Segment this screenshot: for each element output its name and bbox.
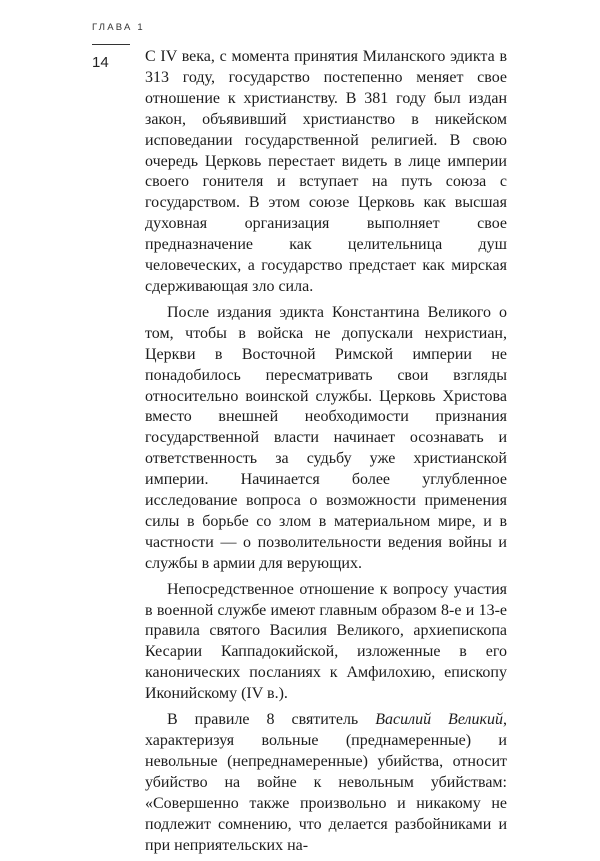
paragraph-1: С IV века, с момента принятия Миланского эдикта в 313 году, государство постепенно меняет свое отношение к христианству. В 381 году был издан закон, объявивший христианство в никейском исповедании государственной религией. В свою очередь Церковь перестает видеть в лице империи своего гонителя и вступает на путь союза с государством. В этом союзе Церковь как высшая духовная организация выполняет свое предназначение как целительница душ человеческих, а государство предстает как мирская сдерживающая зло сила.: [145, 48, 507, 295]
paragraph-4: [145, 710, 507, 856]
header-rule: [92, 44, 130, 45]
paragraph-4-italic-name: Василий Великий: [375, 711, 503, 729]
paragraph-4-lead: В правиле 8 святитель: [167, 711, 376, 729]
paragraph-3: Непосредственное отношение к вопросу участия в военной службе имеют главным образом 8-е и 13-е правила святого Василия Великого, архиепископа Кесарии Каппадокийской, изложенные в его канонических посланиях к Амфилохию, епископу Иконийскому (IV в.).: [145, 580, 507, 703]
paragraph-4-rest: , характеризуя вольные (преднамеренные) и невольные (непреднамеренные) убийства, относит убийство на войне к невольным убийствам: «Совершенно также произвольно и никакому не подлежит сомнению, что делается разбойниками и при неприятельских на-: [145, 711, 507, 854]
paragraph-2: После издания эдикта Константина Великого о том, чтобы в войска не допускали нехристиан, Церкви в Восточной Римской империи не понадобилось пересматривать свои взгляды относительно воинской службы. Церковь Христова вместо внешней необходимости признания государственной власти начинает осознавать и ответственность за судьбу уже христианской империи. Начинается более углубленное исследование вопроса о возможности применения силы в борьбе со злом в материальном мире, и в частности — о позволительности ведения войны и службы в армии для верующих.: [145, 303, 507, 572]
page-number: 14: [92, 54, 109, 71]
body-text: [145, 47, 507, 861]
running-head-title: ГЛАВА 1: [92, 22, 145, 33]
